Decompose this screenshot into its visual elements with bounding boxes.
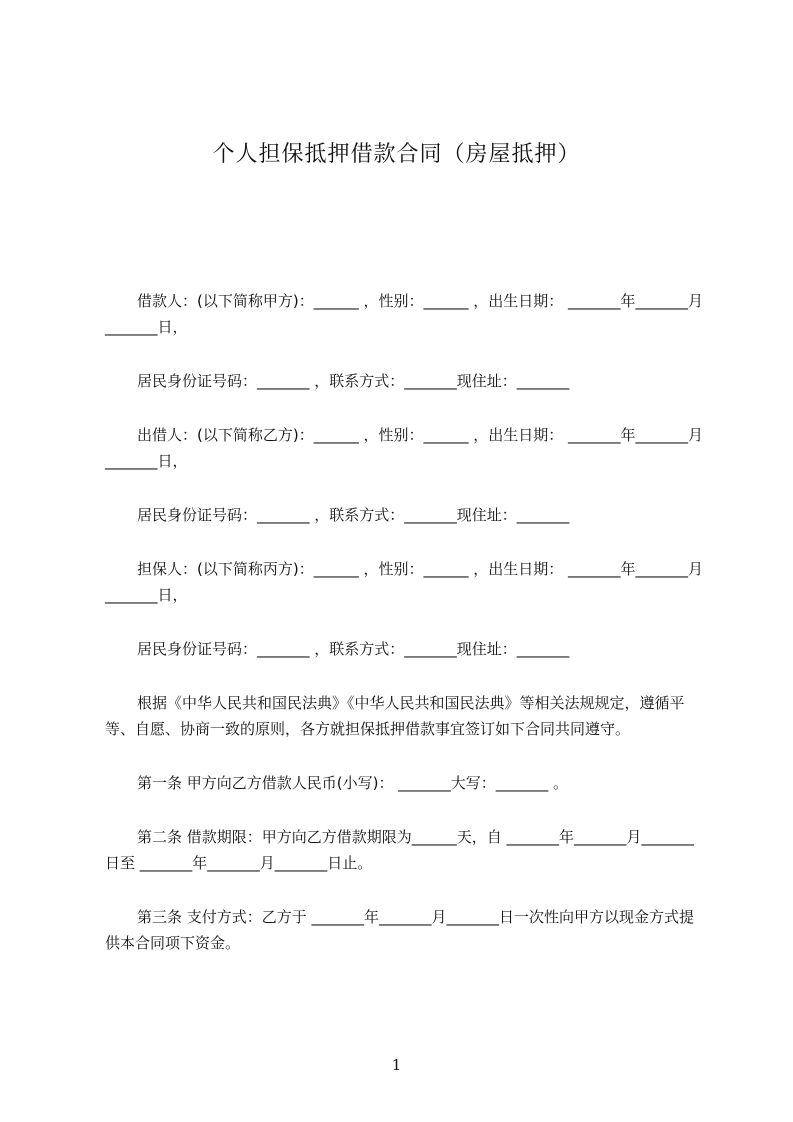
document-body [105, 288, 703, 984]
article-1-loan-amount: 第一条 甲方向乙方借款人民币(小写)： _______大写：_______ 。 [137, 774, 569, 792]
article-3-payment-method: 第三条 支付方式：乙方于 _______年_______月_______日一次性向甲方以现金方式提供本合同项下资金。 [105, 908, 695, 952]
lender-id-contact: 居民身份证号码：_______ ，联系方式：_______现住址：_______ [137, 506, 570, 524]
preamble-paragraph: 根据《中华人民共和国民法典》《中华人民共和国民法典》等相关法规规定，遵循平等、自愿、协商一致的原则，各方就担保抵押借款事宜签订如下合同共同遵守。 [105, 694, 685, 738]
document-title: 个人担保抵押借款合同（房屋抵押） [212, 142, 581, 167]
lender-info: 出借人：(以下简称乙方)：______ ，性别：______ ，出生日期： _______年_______月_______日， [105, 426, 704, 470]
borrower-info: 借款人：(以下简称甲方)：______ ，性别：______ ，出生日期： _______年_______月_______日， [105, 292, 704, 336]
guarantor-id-contact: 居民身份证号码：_______ ，联系方式：_______现住址：_______ [137, 640, 570, 658]
page-number: 1 [391, 1056, 402, 1074]
borrower-id-contact: 居民身份证号码：_______ ，联系方式：_______现住址：_______ [137, 372, 570, 390]
guarantor-info: 担保人：(以下简称丙方)：______ ，性别：______ ，出生日期： _______年_______月_______日， [105, 560, 704, 604]
article-2-loan-term: 第二条 借款期限：甲方向乙方借款期限为______天，自 _______年_______月_______日至 _______年_______月_______日止。 [105, 828, 695, 872]
